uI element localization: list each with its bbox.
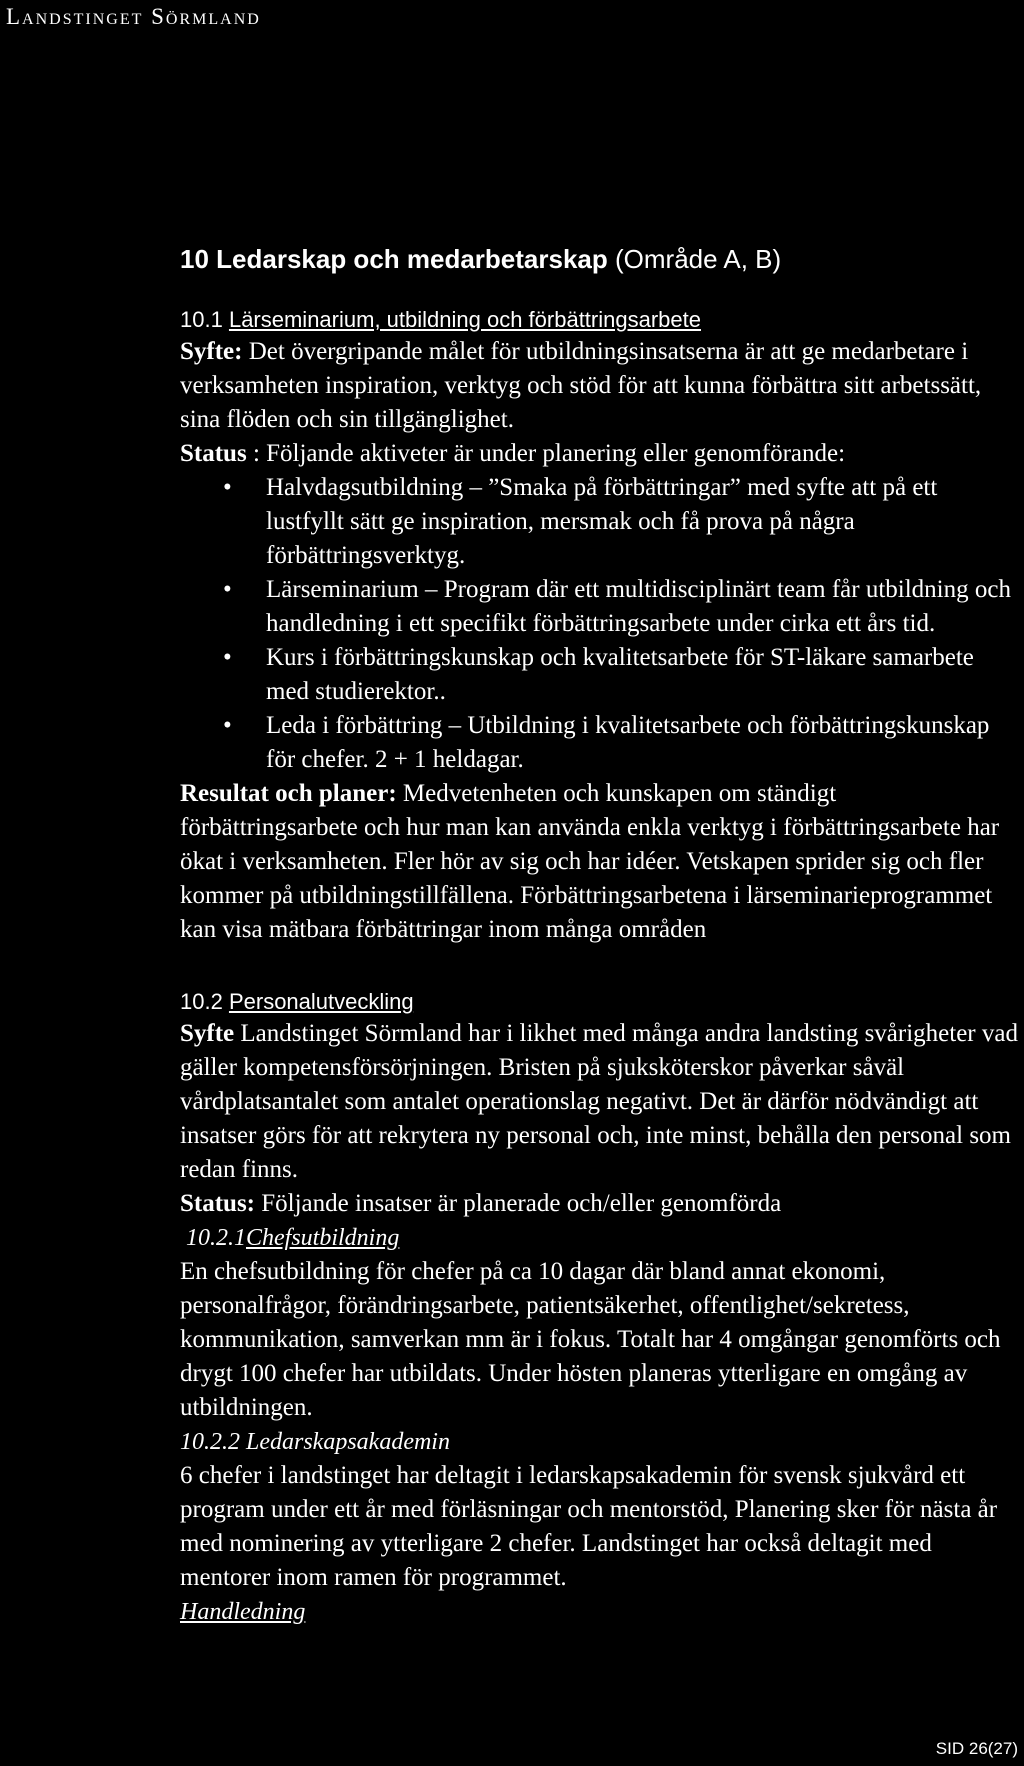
subsection-title: Personalutveckling <box>228 989 414 1014</box>
subsubsection-number: 10.2.1 <box>186 1225 246 1251</box>
spacer <box>180 947 1020 987</box>
list-item-text: Halvdagsutbildning – ”Smaka på förbättringar” med syfte att på ett lustfyllt sätt ge inspiration, mersmak och få prova på några förbättringsverktyg. <box>266 474 938 569</box>
status-label: Status <box>180 440 247 467</box>
bullet-icon: • <box>223 712 232 739</box>
syfte-paragraph <box>180 335 1020 437</box>
subsection-10-2-1-heading <box>180 1221 1020 1255</box>
subsubsection-number: 10.2.2 <box>180 1429 240 1455</box>
status-paragraph <box>180 1187 1020 1221</box>
resultat-label: Resultat och planer: <box>180 780 397 807</box>
list-item <box>223 641 1020 709</box>
list-item <box>223 573 1020 641</box>
resultat-paragraph <box>180 777 1020 947</box>
subsubsection-title: Ledarskapsakademin <box>246 1429 450 1455</box>
section-title: 10 Ledarskap och medarbetarskap <box>180 244 608 274</box>
subsection-10-1-heading <box>180 305 1020 335</box>
bullet-icon: • <box>223 644 232 671</box>
syfte-paragraph <box>180 1017 1020 1187</box>
bullet-icon: • <box>223 474 232 501</box>
status-paragraph <box>180 437 1020 471</box>
document-body <box>180 244 1020 1629</box>
page-number: SID 26(27) <box>935 1739 1018 1758</box>
status-text: : Följande aktiveter är under planering eller genomförande: <box>252 440 846 467</box>
syfte-label: Syfte <box>180 1020 235 1047</box>
syfte-text: Landstinget Sörmland har i likhet med många andra landsting svårigheter vad gäller kompetensförsörjningen. Bristen på sjuksköterskor påverkar såväl vårdplatsantalet som antalet operationslag negativt. Det är därför nödvändigt att insatser görs för att rekrytera ny personal och, inte minst, behålla den personal som redan finns. <box>180 1020 1018 1183</box>
status-label: Status: <box>180 1190 256 1217</box>
resultat-text: Medvetenheten och kunskapen om ständigt förbättringsarbete och hur man kan använda enkla verktyg i förbättringsarbete har ökat i verksamheten. Fler hör av sig och har idéer. Vetskapen sprider sig och fler kommer på utbildningstillfällena. Förbättringsarbetena i lärseminarieprogrammet kan visa mätbara förbättringar inom många områden <box>180 780 1000 943</box>
subsubsection-title: Chefsutbildning <box>246 1225 400 1251</box>
subsection-10-2-2-heading <box>180 1425 1020 1459</box>
handledning-heading <box>180 1595 1020 1629</box>
syfte-text: Det övergripande målet för utbildningsinsatserna är att ge medarbetare i verksamheten inspiration, verktyg och stöd för att kunna förbättra sitt arbetssätt, sina flöden och sin tillgänglighet. <box>180 338 982 433</box>
subsection-number: 10.1 <box>180 307 223 332</box>
organization-header: Landstinget Sörmland <box>6 4 261 29</box>
bullet-icon: • <box>223 576 232 603</box>
list-item-text: Lärseminarium – Program där ett multidisciplinärt team får utbildning och handledning i ett specifikt förbättringsarbete under cirka ett års tid. <box>266 576 1011 637</box>
subsection-number: 10.2 <box>180 989 223 1014</box>
subsection-10-2-heading <box>180 987 1020 1017</box>
chefsutbildning-paragraph: En chefsutbildning för chefer på ca 10 dagar där bland annat ekonomi, personalfrågor, förändringsarbete, patientsäkerhet, offentlighet/sekretess, kommunikation, samverkan mm är i fokus. Totalt har 4 omgångar genomförts och drygt 100 chefer har utbildats. Under hösten planeras ytterligare en omgång av utbildningen. <box>180 1258 1001 1421</box>
list-item-text: Leda i förbättring – Utbildning i kvalitetsarbete och förbättringskunskap för chefer. 2 + 1 heldagar. <box>266 712 990 773</box>
list-item <box>223 709 1020 777</box>
section-heading <box>180 244 1020 275</box>
list-item-text: Kurs i förbättringskunskap och kvalitetsarbete för ST-läkare samarbete med studierektor.. <box>266 644 974 705</box>
handledning-title: Handledning <box>180 1599 306 1625</box>
ledarskapsakademin-paragraph: 6 chefer i landstinget har deltagit i ledarskapsakademin för svensk sjukvård ett program under ett år med förläsningar och mentorstöd, Planering sker för nästa år med nominering av ytterligare 2 chefer. Landstinget har också deltagit med mentorer inom ramen för programmet. <box>180 1462 998 1591</box>
activity-list <box>180 471 1020 777</box>
syfte-label: Syfte: <box>180 338 243 365</box>
subsection-title: Lärseminarium, utbildning och förbättringsarbete <box>228 307 701 332</box>
list-item <box>223 471 1020 573</box>
status-text: Följande insatser är planerade och/eller genomförda <box>261 1190 782 1217</box>
section-area: (Område A, B) <box>615 244 782 274</box>
